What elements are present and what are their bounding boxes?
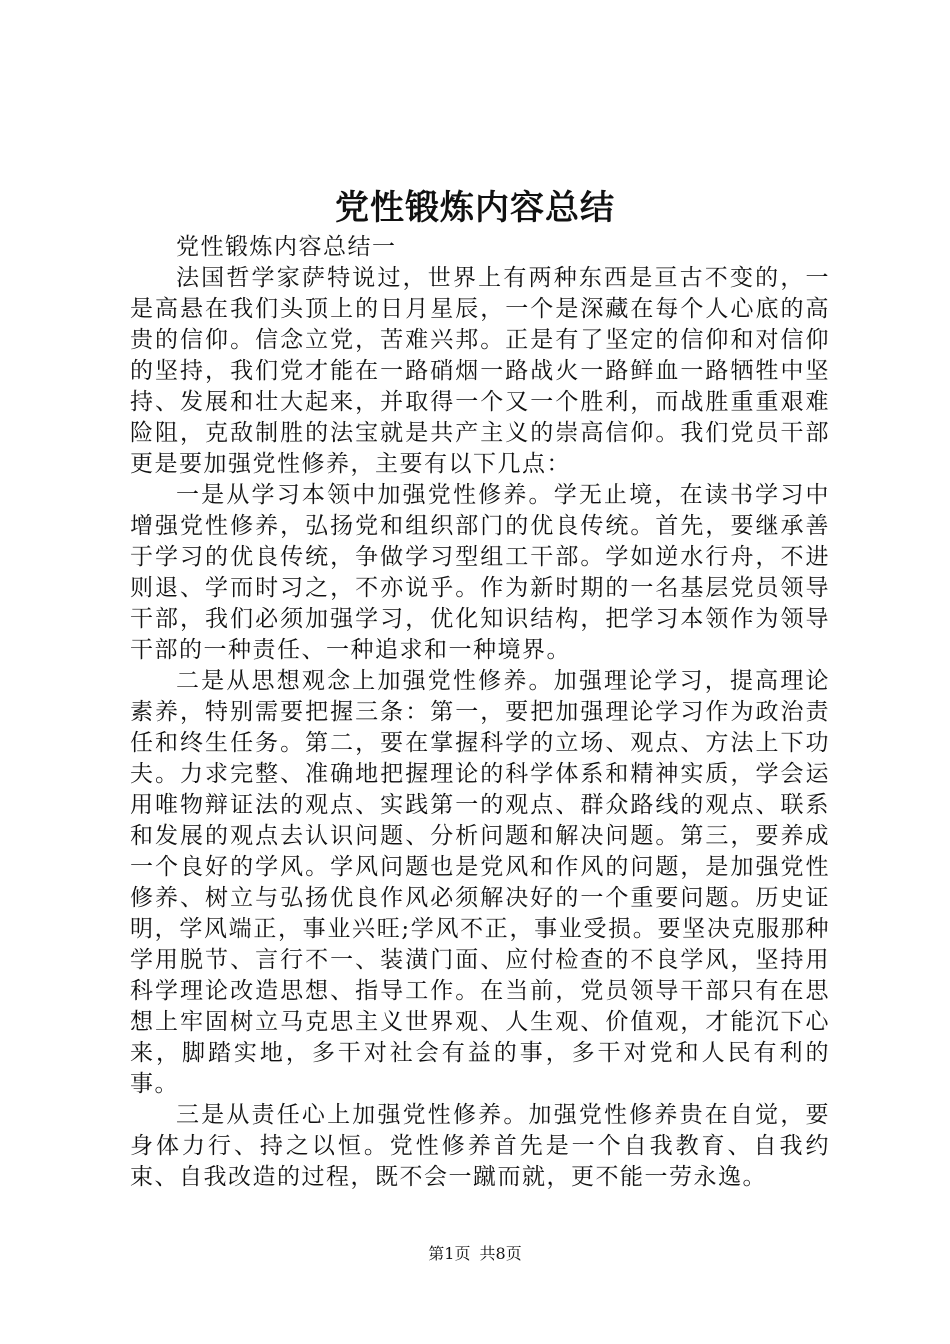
paragraph-heading: 党性锻炼内容总结一 [176,234,397,260]
page-footer [0,1243,950,1265]
paragraph: 二是从思想观念上加强党性修养。加强理论学习，提高理论素养，特别需要把握三条：第一，要把加强理论学习作为政治责任和终生任务。第二，要在掌握科学的立场、观点、方法上下功夫。力求完整、准确地把握理论的科学体系和精神实质，学会运用唯物辩证法的观点、实践第一的观点、群众路线的观点、联系和发展的观点去认识问题、分析问题和解决问题。第三，要养成一个良好的学风。学风问题也是党风和作风的问题，是加强党性修养、树立与弘扬优良作风必须解决好的一个重要问题。历史证明，学风端正，事业兴旺;学风不正，事业受损。要坚决克服那种学用脱节、言行不一、装潢门面、应付检查的不良学风，坚持用科学理论改造思想、指导工作。在当前，党员领导干部只有在思想上牢固树立马克思主义世界观、人生观、价值观，才能沉下心来，脚踏实地，多干对社会有益的事，多干对党和人民有利的事。 [130,668,830,1097]
document-body [130,232,830,1193]
paragraph: 三是从责任心上加强党性修养。加强党性修养贵在自觉，要身体力行、持之以恒。党性修养首先是一个自我教育、自我约束、自我改造的过程，既不会一蹴而就，更不能一劳永逸。 [130,1102,830,1190]
page-title: 党性锻炼内容总结 [335,188,615,228]
paragraph: 一是从学习本领中加强党性修养。学无止境，在读书学习中增强党性修养，弘扬党和组织部门的优良传统。首先，要继承善于学习的优良传统，争做学习型组工干部。学如逆水行舟，不进则退、学而时习之，不亦说乎。作为新时期的一名基层党员领导干部，我们必须加强学习，优化知识结构，把学习本领作为领导干部的一种责任、一种追求和一种境界。 [130,482,830,663]
page-total: 共8页 [479,1244,522,1263]
paragraph: 法国哲学家萨特说过，世界上有两种东西是亘古不变的，一是高悬在我们头顶上的日月星辰，一个是深藏在每个人心底的高贵的信仰。信念立党，苦难兴邦。正是有了坚定的信仰和对信仰的坚持，我们党才能在一路硝烟一路战火一路鲜血一路牺牲中坚持、发展和壮大起来，并取得一个又一个胜利，而战胜重重艰难险阻，克敌制胜的法宝就是共产主义的崇高信仰。我们党员干部更是要加强党性修养，主要有以下几点： [130,265,830,477]
page-number: 第1页 [428,1244,471,1263]
